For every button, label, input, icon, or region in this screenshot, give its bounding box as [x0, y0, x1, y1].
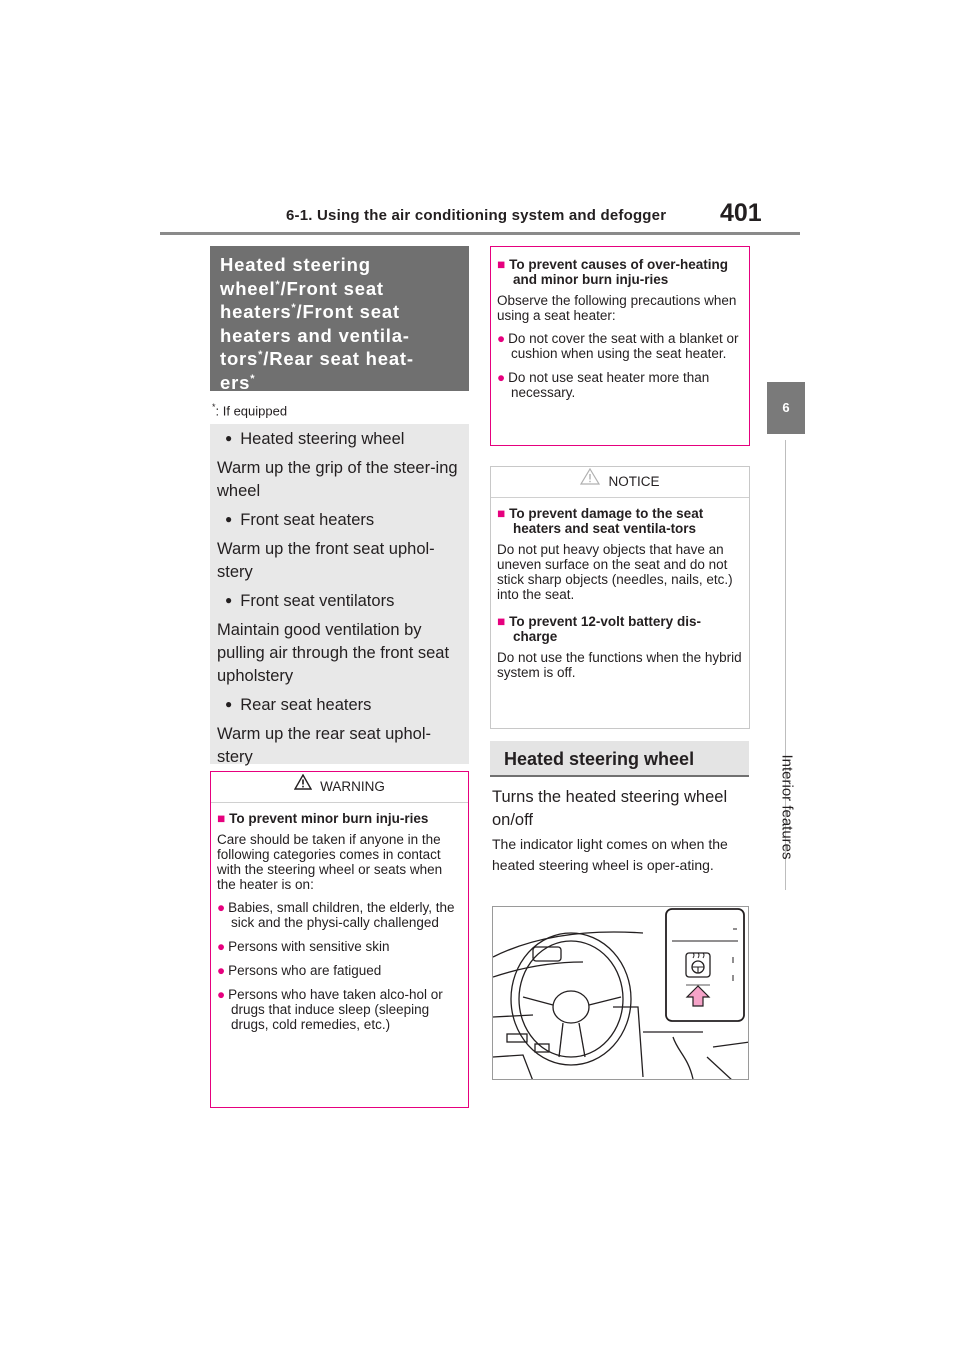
- body-text: Turns the heated steering wheel on/off: [492, 788, 728, 829]
- notice-header: NOTICE: [491, 467, 749, 498]
- notice-text: Do not use the functions when the hybrid system is off.: [497, 650, 742, 680]
- notice-heading: ■ To prevent 12-volt battery dis-charge: [497, 614, 743, 644]
- footnote: *: If equipped: [212, 402, 288, 419]
- list-item: ● Persons who are fatigued: [217, 963, 462, 978]
- indicator-note: The indicator light comes on when the heated steering wheel is oper-ating.: [492, 836, 728, 873]
- warning-header: WARNING: [211, 772, 468, 803]
- list-item: ● Do not cover the seat with a blanket or cushion when using the seat heater.: [497, 331, 743, 361]
- notice-heading: ■ To prevent damage to the seat heaters and seat ventila-tors: [497, 506, 743, 536]
- notice-icon: [580, 466, 600, 496]
- page-number: 401: [720, 199, 762, 227]
- caution-intro: Observe the following precautions when using a seat heater:: [497, 293, 737, 323]
- feature-name: ● Front seat heaters: [217, 509, 459, 533]
- feature-name: ● Front seat ventilators: [217, 590, 459, 614]
- feature-desc: Maintain good ventilation by pulling air through the front seat upholstery: [217, 621, 450, 685]
- notice-text: Do not put heavy objects that have an uneven surface on the seat and do not stick sharp objects (needles, nails, etc.) into the seat.: [497, 542, 733, 602]
- caution-heading: ■ To prevent causes of over-heating and minor burn inju-ries: [497, 257, 743, 287]
- caution-box: [490, 246, 750, 446]
- features-panel: [210, 424, 469, 764]
- list-item: ● Persons with sensitive skin: [217, 939, 462, 954]
- warning-box: [210, 771, 469, 1108]
- feature-name: ● Heated steering wheel: [217, 428, 459, 452]
- notice-box: [490, 466, 750, 729]
- section-heading: Heated steering wheel: [490, 741, 749, 777]
- feature-name: ● Rear seat heaters: [217, 694, 459, 718]
- feature-desc: Warm up the grip of the steer-ing wheel: [217, 459, 458, 500]
- list-item: ● Do not use seat heater more than necessary.: [497, 370, 743, 400]
- list-item: ● Babies, small children, the elderly, the sick and the physi-cally challenged: [217, 900, 462, 930]
- warning-intro: Care should be taken if anyone in the following categories comes in contact with the steering wheel or seats when the heater is on:: [217, 832, 443, 892]
- steering-wheel-illustration: [492, 906, 749, 1080]
- header-rule: [160, 232, 800, 235]
- chapter-tab[interactable]: 6: [767, 382, 805, 434]
- feature-desc: Warm up the front seat uphol-stery: [217, 540, 435, 581]
- feature-desc: Warm up the rear seat uphol-stery: [217, 725, 431, 766]
- warning-icon: [294, 771, 312, 801]
- chapter-heading: 6-1. Using the air conditioning system and defogger: [286, 207, 667, 224]
- warning-heading: ■ To prevent minor burn inju-ries: [217, 811, 462, 826]
- list-item: ● Persons who have taken alco-hol or drugs that induce sleep (sleeping drugs, cold remedies, etc.): [217, 987, 462, 1032]
- dashboard-drawing: [493, 907, 749, 1080]
- section-title-box: Heated steering wheel*/Front seat heaters*/Front seat heaters and ventila- tors*/Rear seat heat- ers*: [210, 246, 469, 391]
- chapter-label: Interior features: [778, 754, 796, 860]
